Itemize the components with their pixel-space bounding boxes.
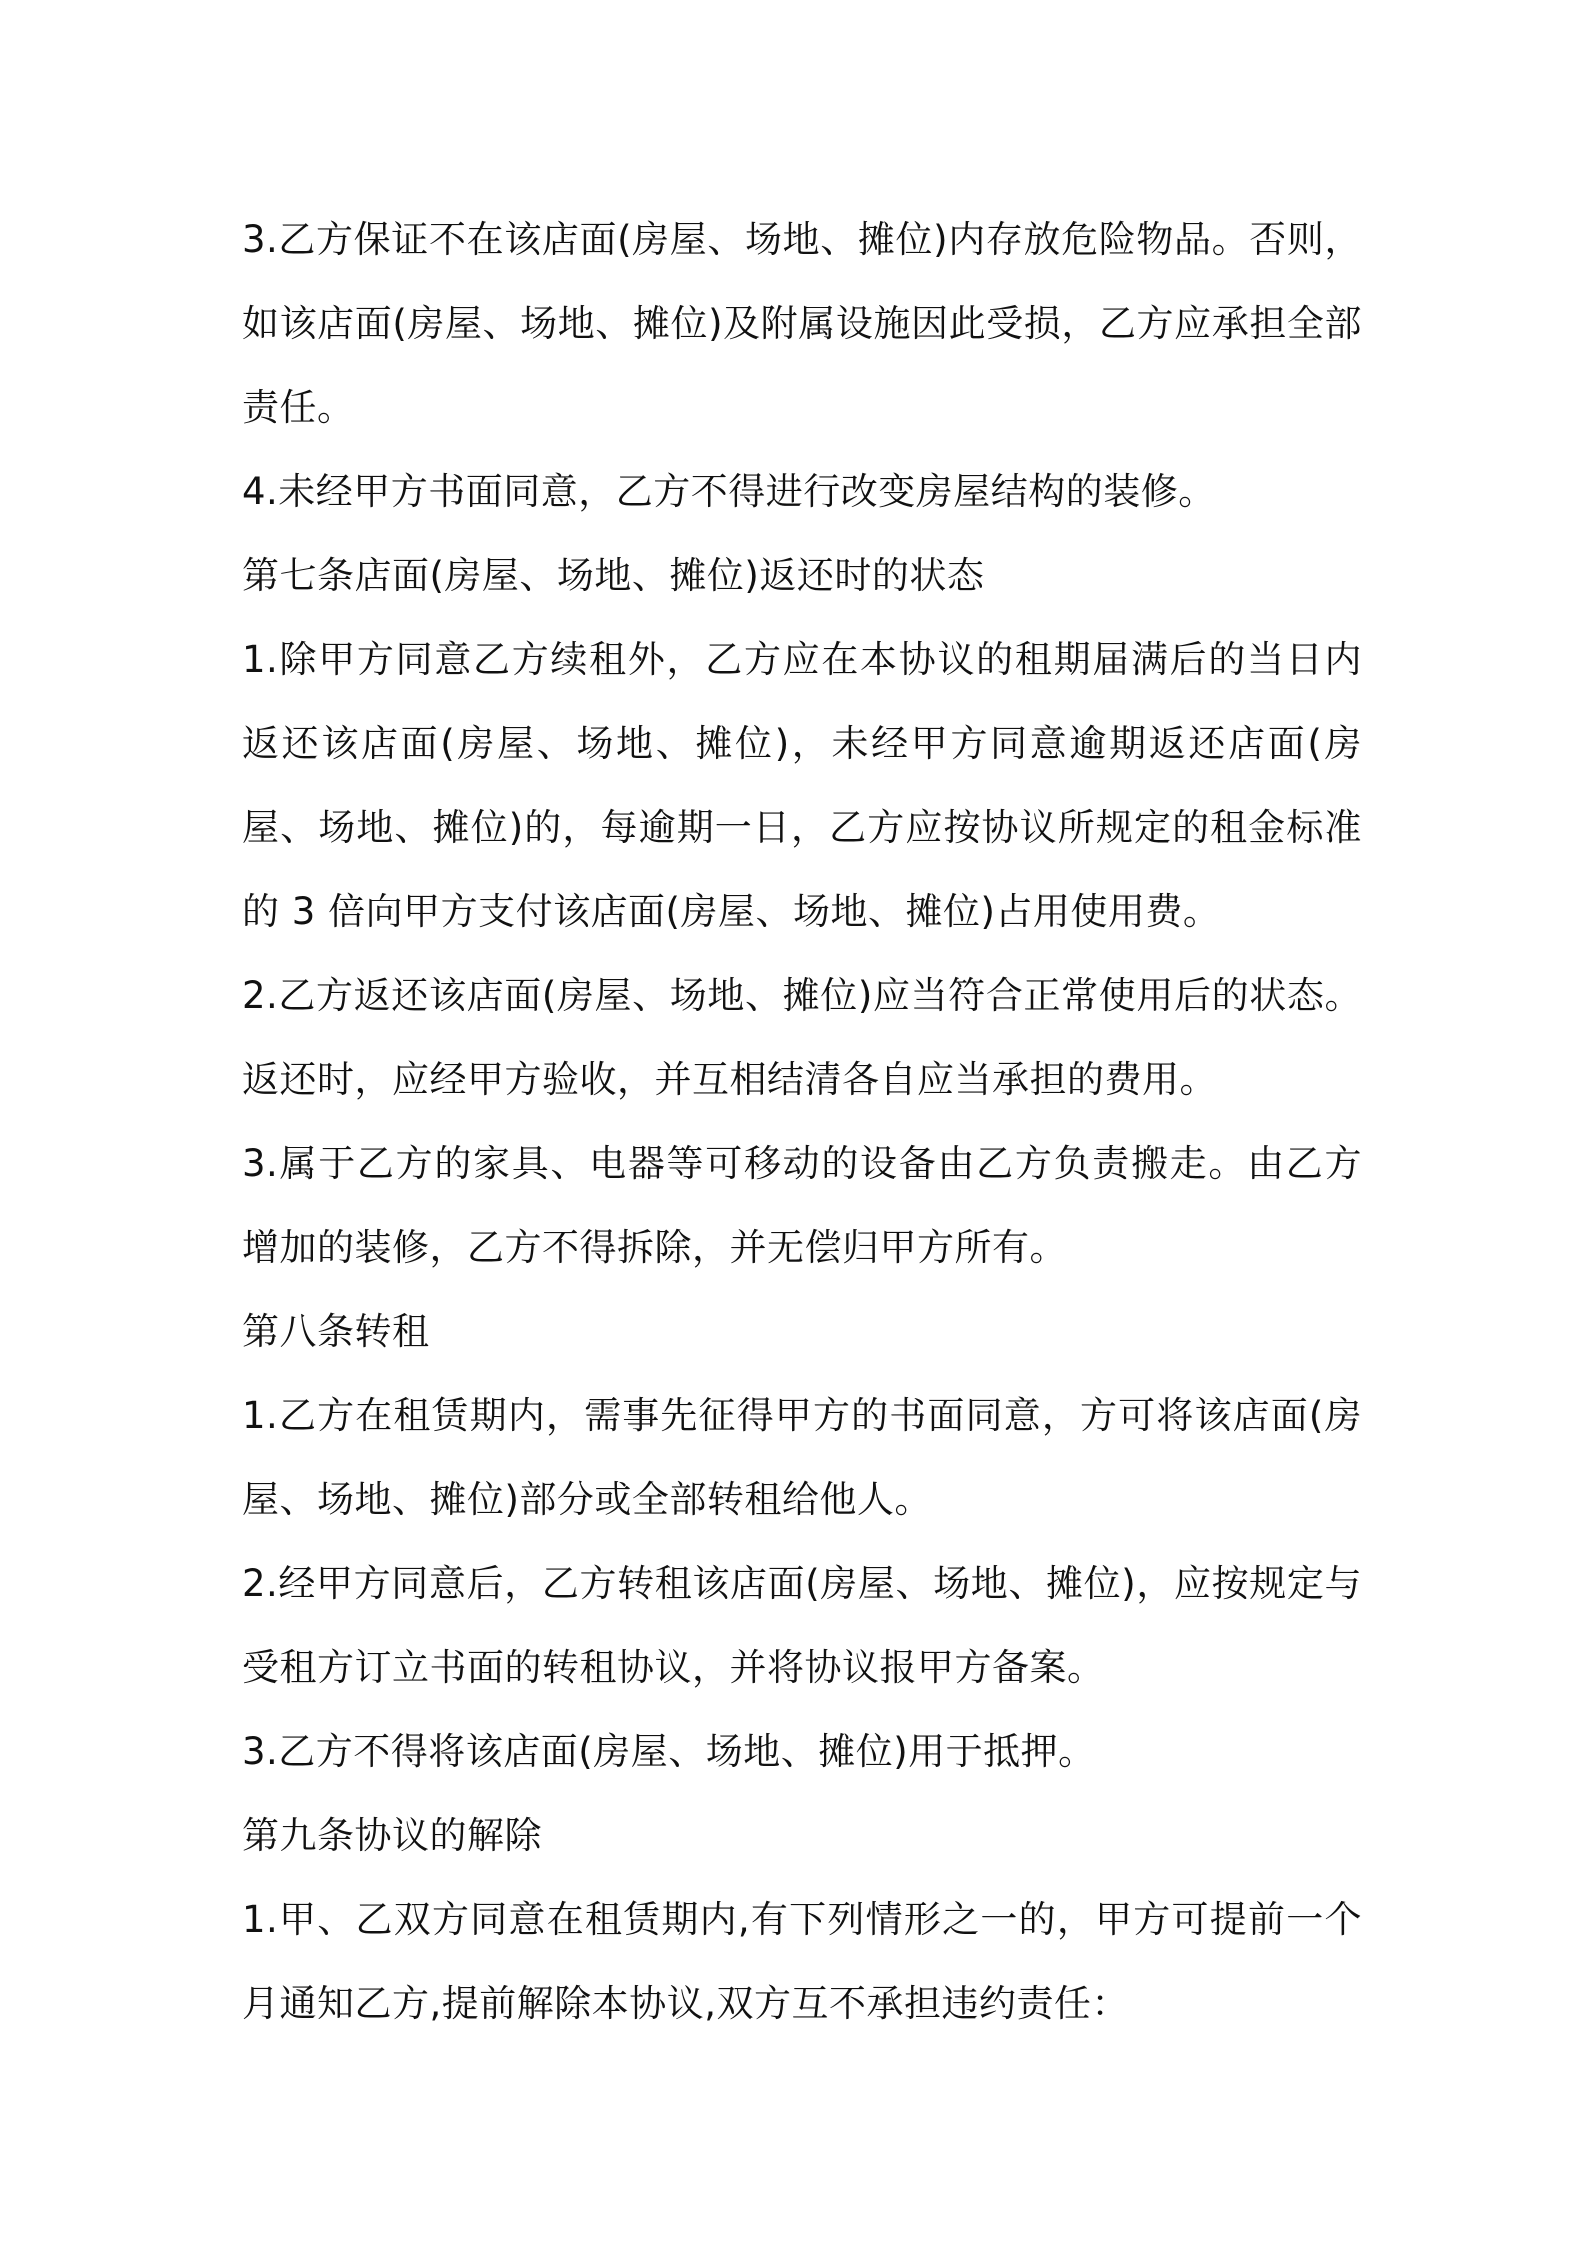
document-body [242,198,1362,2046]
clause-6-item-4: 4.未经甲方书面同意，乙方不得进行改变房屋结构的装修。 [242,470,1216,513]
clause-8-heading: 第八条转租 [242,1310,430,1353]
clause-7-item-2: 2.乙方返还该店面(房屋、场地、摊位)应当符合正常使用后的状态。返还时，应经甲方验收，并互相结清各自应当承担的费用。 [242,974,1362,1101]
clause-6-item-3: 3.乙方保证不在该店面(房屋、场地、摊位)内存放危险物品。否则，如该店面(房屋、场地、摊位)及附属设施因此受损，乙方应承担全部责任。 [242,218,1362,429]
clause-7-item-3: 3.属于乙方的家具、电器等可移动的设备由乙方负责搬走。由乙方增加的装修，乙方不得拆除，并无偿归甲方所有。 [242,1142,1362,1269]
clause-7-heading: 第七条店面(房屋、场地、摊位)返还时的状态 [242,554,985,597]
clause-8-item-3: 3.乙方不得将该店面(房屋、场地、摊位)用于抵押。 [242,1730,1096,1773]
clause-9-item-1: 1.甲、乙双方同意在租赁期内,有下列情形之一的，甲方可提前一个月通知乙方,提前解除本协议,双方互不承担违约责任： [242,1898,1362,2025]
clause-9-heading: 第九条协议的解除 [242,1814,542,1857]
clause-8-item-1: 1.乙方在租赁期内，需事先征得甲方的书面同意，方可将该店面(房屋、场地、摊位)部分或全部转租给他人。 [242,1394,1362,1521]
clause-8-item-2: 2.经甲方同意后，乙方转租该店面(房屋、场地、摊位)，应按规定与受租方订立书面的转租协议，并将协议报甲方备案。 [242,1562,1362,1689]
clause-7-item-1: 1.除甲方同意乙方续租外，乙方应在本协议的租期届满后的当日内返还该店面(房屋、场地、摊位)，未经甲方同意逾期返还店面(房屋、场地、摊位)的，每逾期一日，乙方应按协议所规定的租金标准的 3 倍向甲方支付该店面(房屋、场地、摊位)占用使用费。 [242,638,1362,933]
